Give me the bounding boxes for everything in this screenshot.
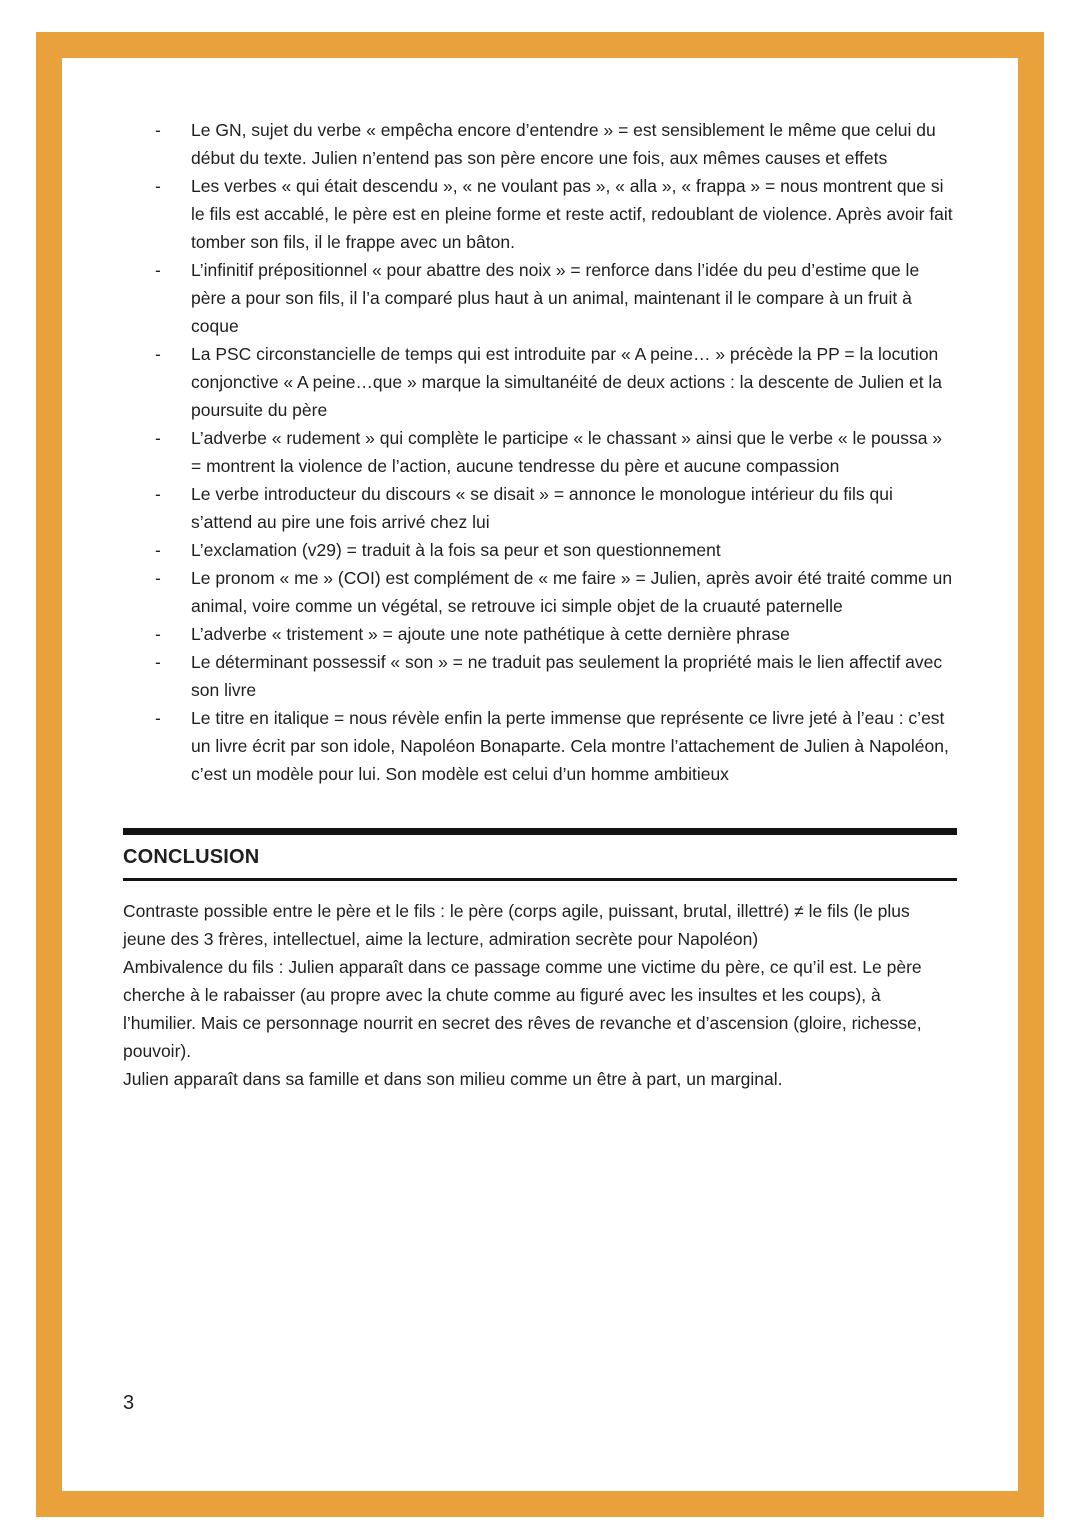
list-item-text: Le verbe introducteur du discours « se disait » = annonce le monologue intérieur du fils qui s’attend au pire une fois arrivé chez lui	[191, 484, 893, 532]
list-item-marker: -	[155, 568, 161, 588]
list-item-text: L’adverbe « tristement » = ajoute une note pathétique à cette dernière phrase	[191, 624, 790, 644]
list-item-marker: -	[155, 484, 161, 504]
list-item-marker: -	[155, 652, 161, 672]
list-item	[155, 480, 957, 536]
list-item-marker: -	[155, 624, 161, 644]
bullet-list	[123, 116, 957, 788]
list-item	[155, 256, 957, 340]
list-item-text: Le pronom « me » (COI) est complément de « me faire » = Julien, après avoir été traité comme un animal, voire comme un végétal, se retrouve ici simple objet de la cruauté paternelle	[191, 568, 953, 616]
list-item	[155, 620, 957, 648]
list-item-text: Les verbes « qui était descendu », « ne voulant pas », « alla », « frappa » = nous montrent que si le fils est accablé, le père est en pleine forme et reste actif, redoublant de violence. Après avoir fait tomber son fils, il le frappe avec un bâton.	[191, 176, 953, 252]
list-item-text: Le GN, sujet du verbe « empêcha encore d’entendre » = est sensiblement le même que celui du début du texte. Julien n’entend pas son père encore une fois, aux mêmes causes et effets	[191, 120, 936, 168]
list-item	[155, 424, 957, 480]
list-item-marker: -	[155, 344, 161, 364]
list-item-marker: -	[155, 260, 161, 280]
conclusion-paragraph: Ambivalence du fils : Julien apparaît dans ce passage comme une victime du père, ce qu’il est. Le père cherche à le rabaisser (au propre avec la chute comme au figuré avec les insultes et les coups), à l’humilier. Mais ce personnage nourrit en secret des rêves de revanche et d’ascension (gloire, richesse, pouvoir).	[123, 957, 922, 1061]
list-item	[155, 648, 957, 704]
conclusion-paragraph: Julien apparaît dans sa famille et dans son milieu comme un être à part, un marginal.	[123, 1069, 783, 1089]
conclusion-heading: CONCLUSION	[123, 828, 957, 881]
list-item	[155, 172, 957, 256]
conclusion-section	[123, 828, 957, 1093]
list-item	[155, 564, 957, 620]
list-item	[155, 116, 957, 172]
page-number: 3	[123, 1392, 135, 1414]
list-item-marker: -	[155, 708, 161, 728]
list-item-text: L’adverbe « rudement » qui complète le participe « le chassant » ainsi que le verbe « le poussa » = montrent la violence de l’action, aucune tendresse du père et aucune compassion	[191, 428, 943, 476]
list-item-text: Le titre en italique = nous révèle enfin la perte immense que représente ce livre jeté à l’eau : c’est un livre écrit par son idole, Napoléon Bonaparte. Cela montre l’attachement de Julien à Napoléon, c’est un modèle pour lui. Son modèle est celui d’un homme ambitieux	[191, 708, 949, 784]
list-item-text: L’infinitif prépositionnel « pour abattre des noix » = renforce dans l’idée du peu d’estime que le père a pour son fils, il l’a comparé plus haut à un animal, maintenant il le compare à un fruit à coque	[191, 260, 920, 336]
list-item	[155, 704, 957, 788]
list-item	[155, 536, 957, 564]
list-item-text: La PSC circonstancielle de temps qui est introduite par « A peine… » précède la PP = la locution conjonctive « A peine…que » marque la simultanéité de deux actions : la descente de Julien et la poursuite du père	[191, 344, 943, 420]
page-content	[63, 58, 1017, 1491]
list-item-marker: -	[155, 428, 161, 448]
conclusion-paragraph: Contraste possible entre le père et le fils : le père (corps agile, puissant, brutal, illettré) ≠ le fils (le plus jeune des 3 frères, intellectuel, aime la lecture, admiration secrète pour Napoléon)	[123, 901, 910, 949]
list-item-text: L’exclamation (v29) = traduit à la fois sa peur et son questionnement	[191, 540, 721, 560]
list-item-marker: -	[155, 176, 161, 196]
list-item-marker: -	[155, 120, 161, 140]
list-item-text: Le déterminant possessif « son » = ne traduit pas seulement la propriété mais le lien affectif avec son livre	[191, 652, 943, 700]
list-item-marker: -	[155, 540, 161, 560]
list-item	[155, 340, 957, 424]
